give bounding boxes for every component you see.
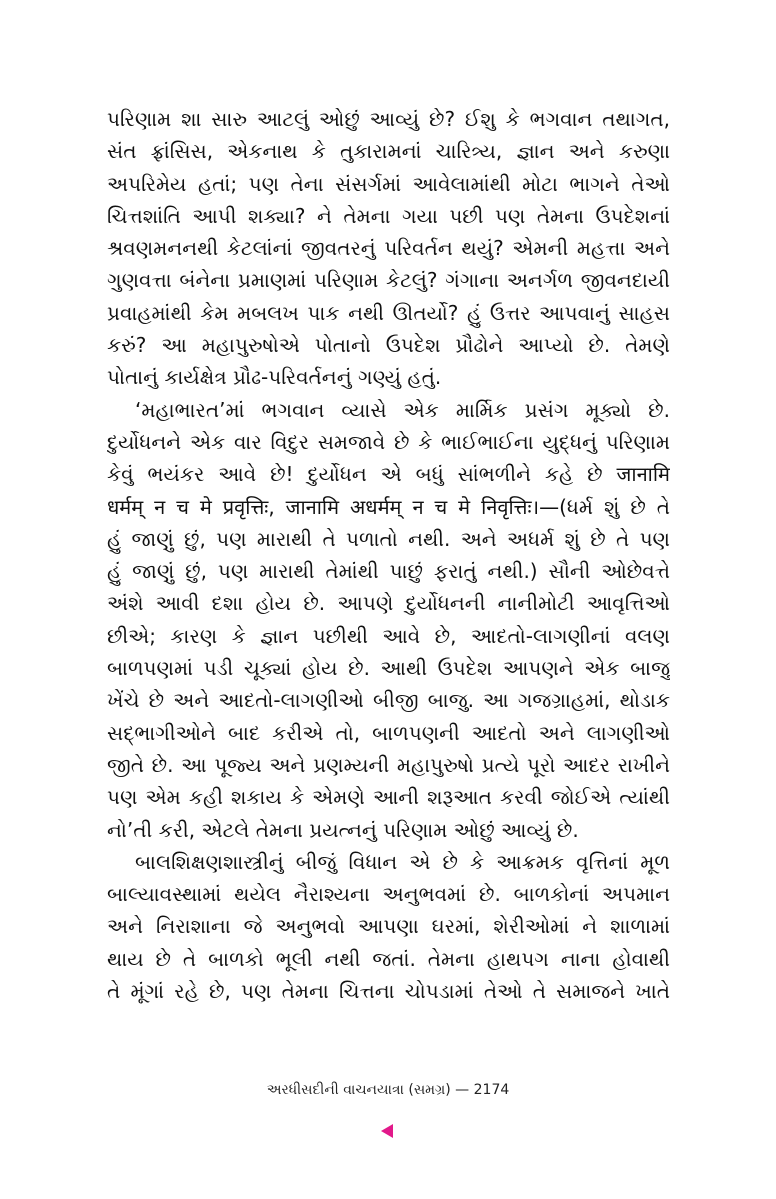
text-line: ખેંચે છે અને આદતો-લાગણીઓ બીજી બાજુ. આ ગજગ્રાહમાં, થોડાક bbox=[107, 688, 670, 713]
text-line: સદ્ભાગીઓને બાદ કરીએ તો, બાળપણની આદતો અને લાગણીઓ bbox=[107, 720, 670, 745]
page-body bbox=[107, 103, 670, 1007]
paragraph-1 bbox=[107, 103, 670, 394]
text-line: ચિત્તશાંતિ આપી શક્યા? ને તેમના ગયા પછી પણ તેમના ઉપદેશનાં bbox=[107, 203, 670, 228]
text-line: કરું? આ મહાપુરુષોએ પોતાનો ઉપદેશ પ્રૌઢોને આપ્યો છે. તેમણે bbox=[107, 333, 670, 358]
text-line: પોતાનું કાર્યક્ષેત્ર પ્રૌઢ-પરિવર્તનનું ગણ્યું હતું. bbox=[107, 365, 442, 390]
text-line: धर्मम् न च मे प्रवृत्तिः, जानामि अधर्मम् न च मे निवृत्तिः।—(ધર્મ શું છે તે bbox=[107, 494, 670, 519]
triangle-left-icon[interactable] bbox=[381, 1124, 393, 1138]
text-line: સંત ફ્રાંસિસ, એકનાથ કે તુકારામનાં ચારિત્ર્ય, જ્ઞાન અને કરુણા bbox=[107, 139, 670, 164]
text-line: હું જાણું છું, પણ મારાથી તે પળાતો નથી. અને અધર્મ શું છે તે પણ bbox=[107, 526, 670, 551]
text-line: બાળપણમાં પડી ચૂક્યાં હોય છે. આથી ઉપદેશ આપણને એક બાજુ bbox=[107, 656, 670, 681]
text-line: અપરિમેય હતાં; પણ તેના સંસર્ગમાં આવેલામાંથી મોટા ભાગને તેઓ bbox=[107, 171, 670, 196]
text-line: પણ એમ કહી શકાય કે એમણે આની શરૂઆત કરવી જોઈએ ત્યાંથી bbox=[107, 785, 670, 810]
text-line: શ્રવણમનનથી કેટલાંનાં જીવતરનું પરિવર્તન થયું? એમની મહત્તા અને bbox=[107, 236, 670, 261]
paragraph-2 bbox=[107, 394, 670, 846]
text-line: હું જાણું છું, પણ મારાથી તેમાંથી પાછું ફરાતું નથી.) સૌની ઓછેવત્તે bbox=[107, 559, 670, 584]
text-line: પ્રવાહમાંથી કેમ મબલખ પાક નથી ઊતર્યો? હું ઉત્તર આપવાનું સાહસ bbox=[107, 300, 670, 325]
text-line: અને નિરાશાના જે અનુભવો આપણા ઘરમાં, શેરીઓમાં ને શાળામાં bbox=[107, 914, 670, 939]
page-footer: અરધીસદીની વાચનયાત્રા (સમગ્ર) — 2174 bbox=[266, 1082, 510, 1098]
text-line: જીતે છે. આ પૂજ્ય અને પ્રણમ્યની મહાપુરુષો પ્રત્યે પૂરો આદર રાખીને bbox=[107, 752, 670, 777]
text-line: કેવું ભયંકર આવે છે! દુર્યોધન એ બધું સાંભળીને કહે છે जानामि bbox=[107, 462, 670, 487]
text-line: તે મૂંગાં રહે છે, પણ તેમના ચિત્તના ચોપડામાં તેઓ તે સમાજને ખાતે bbox=[107, 979, 670, 1004]
text-line: છીએ; કારણ કે જ્ઞાન પછીથી આવે છે, આદતો-લાગણીનાં વલણ bbox=[107, 623, 670, 648]
text-line: પરિણામ શા સારુ આટલું ઓછું આવ્યું છે? ઈશુ કે ભગવાન તથાગત, bbox=[107, 107, 670, 131]
paragraph-3 bbox=[107, 846, 670, 1007]
text-line: નો’તી કરી, એટલે તેમના પ્રયત્નનું પરિણામ ઓછું આવ્યું છે. bbox=[107, 817, 579, 842]
text-line: દુર્યોધનને એક વાર વિદુર સમજાવે છે કે ભાઈભાઈના યુદ્ધનું પરિણામ bbox=[107, 429, 670, 454]
text-line: ‘મહાભારત’માં ભગવાન વ્યાસે એક માર્મિક પ્રસંગ મૂક્યો છે. bbox=[135, 397, 670, 422]
text-line: બાલ્યાવસ્થામાં થયેલ નૈરાશ્યના અનુભવમાં છે. બાળકોનાં અપમાન bbox=[107, 882, 670, 907]
text-line: ગુણવત્તા બંનેના પ્રમાણમાં પરિણામ કેટલું? ગંગાના અનર્ગળ જીવનદાયી bbox=[107, 268, 670, 293]
text-line: થાય છે તે બાળકો ભૂલી નથી જતાં. તેમના હાથપગ નાના હોવાથી bbox=[107, 946, 670, 971]
text-line: અંશે આવી દશા હોય છે. આપણે દુર્યોધનની નાનીમોટી આવૃત્તિઓ bbox=[107, 591, 670, 616]
text-line: બાલશિક્ષણશાસ્ત્રીનું બીજું વિધાન એ છે કે આક્રમક વૃત્તિનાં મૂળ bbox=[135, 849, 670, 874]
